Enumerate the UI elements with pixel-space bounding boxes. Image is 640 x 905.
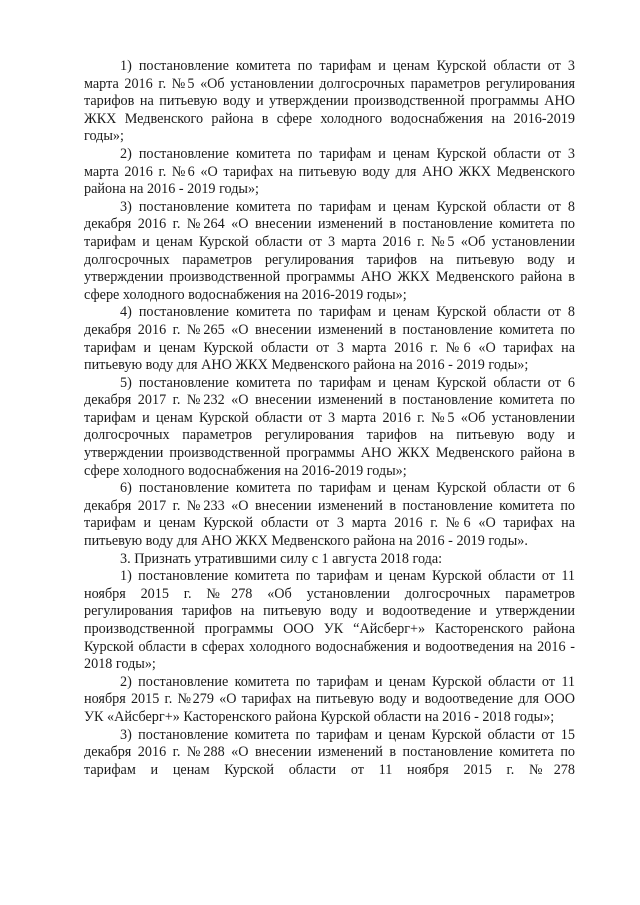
paragraph-2-3: 3) постановление комитета по тарифам и ценам Курской области от 8 декабря 2016 г. №264 «О внесении изменений в постановление комитета по тарифам и ценам Курской области от 3 марта 2016 г. №5 «Об установлении долгосрочных параметров регулирования тарифов на питьевую воду и утверждении производственной программы АНО ЖКХ Медвенского района в сфере холодного водоснабжения на 2016-2019 годы»; [84, 198, 575, 303]
paragraph-3-1: 1) постановление комитета по тарифам и ценам Курской области от 11 ноября 2015 г. №278 «Об установлении долгосрочных параметров регулирования тарифов на питьевую воду и водоотведение и утверждении производственной программы ООО УК “Айсберг+» Касторенского района Курской области в сферах холодного водоснабжения и водоотведения на 2016 - 2018 годы»; [84, 568, 575, 673]
paragraph-2-1: 1) постановление комитета по тарифам и ценам Курской области от 3 марта 2016 г. №5 «Об установлении долгосрочных параметров регулирования тарифов на питьевую воду и утверждении производственной программы АНО ЖКХ Медвенского района в сфере холодного водоснабжения на 2016-2019 годы»; [84, 58, 575, 145]
section-3-heading: 3. Признать утратившими силу с 1 августа 2018 года: [120, 550, 443, 567]
paragraph-2-2: 2) постановление комитета по тарифам и ценам Курской области от 3 марта 2016 г. №6 «О тарифах на питьевую воду для АНО ЖКХ Медвенского района на 2016 - 2019 годы»; [84, 145, 575, 198]
paragraph-2-5: 5) постановление комитета по тарифам и ценам Курской области от 6 декабря 2017 г. №232 «О внесении изменений в постановление комитета по тарифам и ценам Курской области от 3 марта 2016 г. №5 «Об установлении долгосрочных параметров регулирования тарифов на питьевую воду и утверждении производственной программы АНО ЖКХ Медвенского района в сфере холодного водоснабжения на 2016-2019 годы»; [84, 374, 575, 479]
paragraph-2-4: 4) постановление комитета по тарифам и ценам Курской области от 8 декабря 2016 г. №265 «О внесении изменений в постановление комитета по тарифам и ценам Курской области от 3 марта 2016 г. №6 «О тарифах на питьевую воду для АНО ЖКХ Медвенского района на 2016 - 2019 годы»; [84, 304, 575, 374]
paragraph-3-2: 2) постановление комитета по тарифам и ценам Курской области от 11 ноября 2015 г. №279 «О тарифах на питьевую воду и водоотведение для ООО УК «Айсберг+» Касторенского района Курской области на 2016 - 2018 годы»; [84, 673, 575, 725]
paragraph-2-6: 6) постановление комитета по тарифам и ценам Курской области от 6 декабря 2017 г. №233 «О внесении изменений в постановление комитета по тарифам и ценам Курской области от 3 марта 2016 г. №6 «О тарифах на питьевую воду для АНО ЖКХ Медвенского района на 2016 - 2019 годы». [84, 480, 575, 550]
document-page [84, 58, 575, 779]
paragraph-3-3: 3) постановление комитета по тарифам и ценам Курской области от 15 декабря 2016 г. №288 «О внесении изменений в постановление комитета по тарифам и ценам Курской области от 11 ноября 2015 г. №278 [84, 726, 575, 778]
